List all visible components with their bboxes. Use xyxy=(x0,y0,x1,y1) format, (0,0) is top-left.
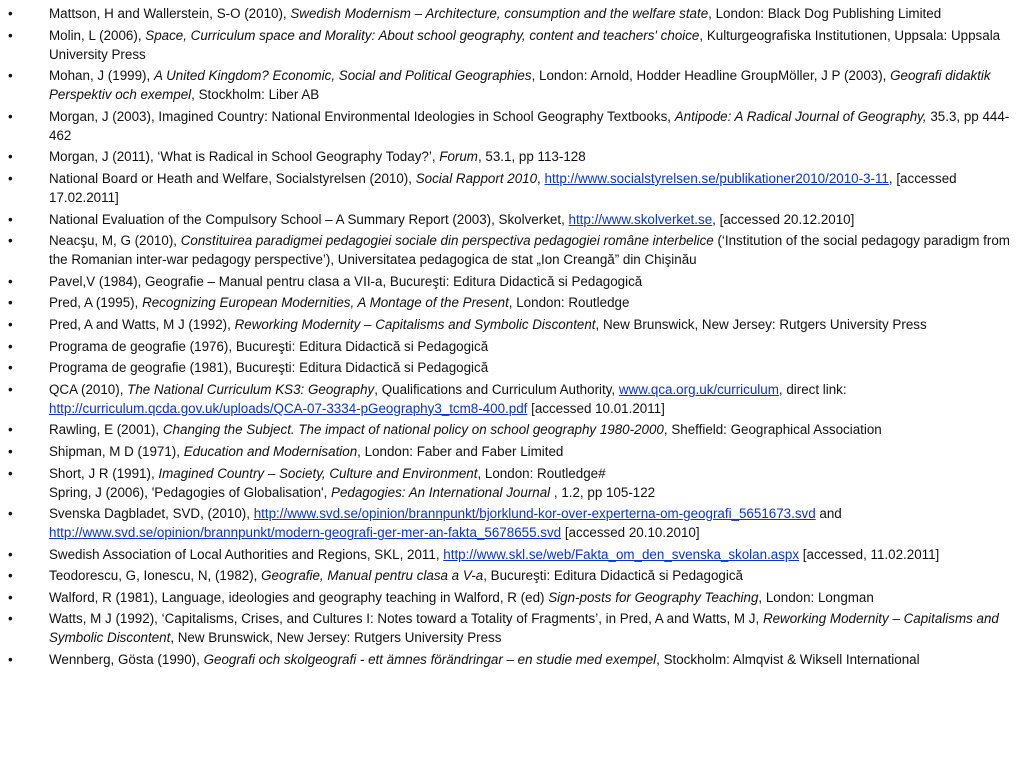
reference-text: Molin, L (2006), xyxy=(49,27,146,43)
reference-text: , xyxy=(537,170,545,186)
bullet-icon: • xyxy=(8,149,13,165)
reference-link[interactable]: http://www.svd.se/opinion/brannpunkt/modern-geografi-ger-mer-an-fakta_5678655.svd xyxy=(49,525,562,541)
reference-title: Recognizing European Modernities, A Montage of the Present xyxy=(142,295,509,311)
reference-text: , New Brunswick, New Jersey: Rutgers University Press xyxy=(170,630,502,646)
reference-text: and xyxy=(815,506,842,522)
bullet-icon: • xyxy=(8,27,13,43)
reference-item xyxy=(0,293,1024,312)
reference-title: Sign-posts for Geography Teaching xyxy=(548,589,759,605)
reference-title: Changing the Subject. The impact of national policy on school geography 1980-2000 xyxy=(162,422,664,438)
reference-title: Antipode: A Radical Journal of Geography, xyxy=(674,108,927,124)
reference-text: Programa de geografie (1981), Bucureşti: Editura Didactică si Pedagogică xyxy=(49,360,489,376)
reference-text: Spring, J (2006), 'Pedagogies of Globalisation', xyxy=(49,484,332,500)
reference-text: , [accessed 20.12.2010] xyxy=(712,211,855,227)
reference-item xyxy=(0,337,1024,356)
bullet-icon: • xyxy=(8,211,13,227)
bullet-icon: • xyxy=(8,273,13,289)
reference-title: Reworking Modernity – Capitalisms and Symbolic Discontent xyxy=(234,316,596,332)
bullet-icon: • xyxy=(8,6,13,21)
bullet-icon: • xyxy=(8,295,13,311)
reference-text: , London: Routledge# xyxy=(477,465,606,481)
bullet-icon: • xyxy=(8,233,13,249)
reference-text: (‘Institution of the social pedagogy paradigm from the Romanian inter-war pedagogy perspective’), Universitatea pedagogica de stat „Ion Creangă” din Chişinău xyxy=(49,233,1010,268)
bullet-icon: • xyxy=(8,611,13,627)
reference-text: Wennberg, Gösta (1990), xyxy=(49,652,204,668)
reference-text: Walford, R (1981), Language, ideologies and geography teaching in Walford, R (ed) xyxy=(49,589,549,605)
reference-text: , London: Longman xyxy=(758,589,874,605)
reference-text: Neacşu, M, G (2010), xyxy=(49,233,181,249)
reference-text: Pred, A (1995), xyxy=(49,295,143,311)
reference-text: , London: Black Dog Publishing Limited xyxy=(708,6,942,21)
reference-text: , London: Arnold, Hodder Headline GroupMöller, J P (2003), xyxy=(531,68,891,84)
reference-title: Geografi och skolgeografi - ett ämnes förändringar – en studie med exempel xyxy=(203,652,657,668)
reference-item xyxy=(0,66,1024,104)
bullet-icon: • xyxy=(8,568,13,584)
reference-link[interactable]: http://www.svd.se/opinion/brannpunkt/bjorklund-kor-over-experterna-om-geografi_5651673.svd xyxy=(253,506,816,522)
bullet-icon: • xyxy=(8,108,13,124)
reference-item xyxy=(0,358,1024,377)
bullet-icon: • xyxy=(8,465,13,481)
reference-title: Imagined Country – Society, Culture and Environment xyxy=(158,465,478,481)
reference-title: Constituirea paradigmei pedagogiei sociale din perspectiva pedagogiei române interbelice xyxy=(180,233,714,249)
reference-text: , Stockholm: Liber AB xyxy=(191,87,320,103)
reference-title: Reworking Modernity – Capitalisms and Symbolic Discontent xyxy=(49,611,999,646)
reference-item xyxy=(0,26,1024,64)
reference-item xyxy=(0,566,1024,585)
reference-title: Geografie, Manual pentru clasa a V-a xyxy=(261,568,484,584)
reference-item xyxy=(0,147,1024,166)
bullet-icon: • xyxy=(8,589,13,605)
reference-text: , Qualifications and Curriculum Authority, xyxy=(374,381,619,397)
bullet-icon: • xyxy=(8,422,13,438)
bullet-icon: • xyxy=(8,443,13,459)
bullet-icon: • xyxy=(8,170,13,186)
reference-text: , Sheffield: Geographical Association xyxy=(663,422,882,438)
reference-item xyxy=(0,609,1024,647)
bullet-icon: • xyxy=(8,316,13,332)
reference-text: National Board or Heath and Welfare, Socialstyrelsen (2010), xyxy=(49,170,416,186)
reference-title: Forum xyxy=(439,149,478,165)
reference-text: Mattson, H and Wallerstein, S-O (2010), xyxy=(49,6,291,21)
reference-page xyxy=(0,4,1024,672)
reference-item xyxy=(0,380,1024,418)
reference-text: , 53.1, pp 113-128 xyxy=(477,149,586,165)
reference-title: Geografi didaktik Perspektiv och exempel xyxy=(49,68,991,103)
reference-item xyxy=(0,315,1024,334)
reference-text: Pavel,V (1984), Geografie – Manual pentru clasa a VII-a, Bucureşti: Editura Didactică si Pedagogică xyxy=(49,273,643,289)
reference-item xyxy=(0,650,1024,669)
reference-item xyxy=(0,420,1024,439)
reference-item xyxy=(0,442,1024,461)
reference-text: Programa de geografie (1976), Bucureşti: Editura Didactică si Pedagogică xyxy=(49,338,489,354)
reference-item xyxy=(0,588,1024,607)
reference-text: Short, J R (1991), xyxy=(49,465,159,481)
reference-text: Teodorescu, G, Ionescu, N, (1982), xyxy=(49,568,262,584)
reference-item xyxy=(0,504,1024,542)
reference-text: [accessed, 11.02.2011] xyxy=(799,546,940,562)
reference-title: The National Curriculum KS3: Geography xyxy=(127,381,375,397)
reference-text: Shipman, M D (1971), xyxy=(49,443,184,459)
reference-item xyxy=(0,272,1024,291)
reference-title: Social Rapport 2010 xyxy=(415,170,538,186)
reference-link[interactable]: http://www.skolverket.se xyxy=(568,211,713,227)
reference-text: Rawling, E (2001), xyxy=(49,422,163,438)
reference-text: , Kulturgeografiska Institutionen, Uppsala: Uppsala University Press xyxy=(49,27,1001,62)
reference-text: Mohan, J (1999), xyxy=(49,68,154,84)
reference-item xyxy=(0,4,1024,23)
reference-text: Swedish Association of Local Authorities and Regions, SKL, 2011, xyxy=(49,546,444,562)
reference-text: [accessed 20.10.2010] xyxy=(561,525,700,541)
bullet-icon: • xyxy=(8,68,13,84)
reference-text: Svenska Dagbladet, SVD, (2010), xyxy=(49,506,254,522)
reference-item xyxy=(0,545,1024,564)
reference-link[interactable]: http://www.skl.se/web/Fakta_om_den_svenska_skolan.aspx xyxy=(443,546,800,562)
reference-text: National Evaluation of the Compulsory School – A Summary Report (2003), Skolverket, xyxy=(49,211,569,227)
reference-title: Pedagogies: An International Journal xyxy=(331,484,551,500)
reference-text: , 1.2, pp 105-122 xyxy=(550,484,656,500)
bullet-icon: • xyxy=(8,338,13,354)
reference-title: Swedish Modernism – Architecture, consumption and the welfare state xyxy=(290,6,709,21)
bullet-icon: • xyxy=(8,360,13,376)
bullet-icon: • xyxy=(8,381,13,397)
reference-text: , Stockholm: Almqvist & Wiksell International xyxy=(656,652,920,668)
reference-link[interactable]: http://curriculum.qcda.gov.uk/uploads/QCA-07-3334-pGeography3_tcm8-400.pdf xyxy=(49,400,528,416)
reference-text: QCA (2010), xyxy=(49,381,128,397)
reference-title: Space, Curriculum space and Morality: About school geography, content and teachers' choice xyxy=(145,27,700,43)
reference-item xyxy=(0,231,1024,269)
reference-list xyxy=(0,4,1024,669)
bullet-icon: • xyxy=(8,506,13,522)
reference-text: , [accessed 17.02.2011] xyxy=(49,170,957,205)
reference-text: Watts, M J (1992), ‘Capitalisms, Crises, and Cultures I: Notes toward a Totality of Fragments’, in Pred, A and Watts, M J, xyxy=(49,611,763,627)
bullet-icon: • xyxy=(8,546,13,562)
reference-text: [accessed 10.01.2011] xyxy=(527,400,665,416)
reference-item xyxy=(0,210,1024,229)
reference-text: , London: Faber and Faber Limited xyxy=(357,443,564,459)
reference-text: 35.3, pp 444-462 xyxy=(49,108,1010,143)
reference-text: , Bucureşti: Editura Didactică si Pedagogică xyxy=(483,568,743,584)
reference-text: , London: Routledge xyxy=(508,295,630,311)
reference-text: Morgan, J (2011), ‘What is Radical in School Geography Today?’, xyxy=(49,149,440,165)
reference-link[interactable]: www.qca.org.uk/curriculum xyxy=(618,381,779,397)
reference-link[interactable]: http://www.socialstyrelsen.se/publikationer2010/2010-3-11 xyxy=(544,170,889,186)
reference-item xyxy=(0,464,1024,502)
reference-title: A United Kingdom? Economic, Social and Political Geographies xyxy=(153,68,532,84)
reference-item xyxy=(0,169,1024,207)
reference-text: , direct link: xyxy=(778,381,847,397)
reference-text: Morgan, J (2003), Imagined Country: National Environmental Ideologies in School Geography Textbooks, xyxy=(49,108,675,124)
bullet-icon: • xyxy=(8,652,13,668)
reference-text: Pred, A and Watts, M J (1992), xyxy=(49,316,235,332)
reference-item xyxy=(0,107,1024,145)
reference-title: Education and Modernisation xyxy=(183,443,358,459)
reference-text: , New Brunswick, New Jersey: Rutgers University Press xyxy=(595,316,927,332)
